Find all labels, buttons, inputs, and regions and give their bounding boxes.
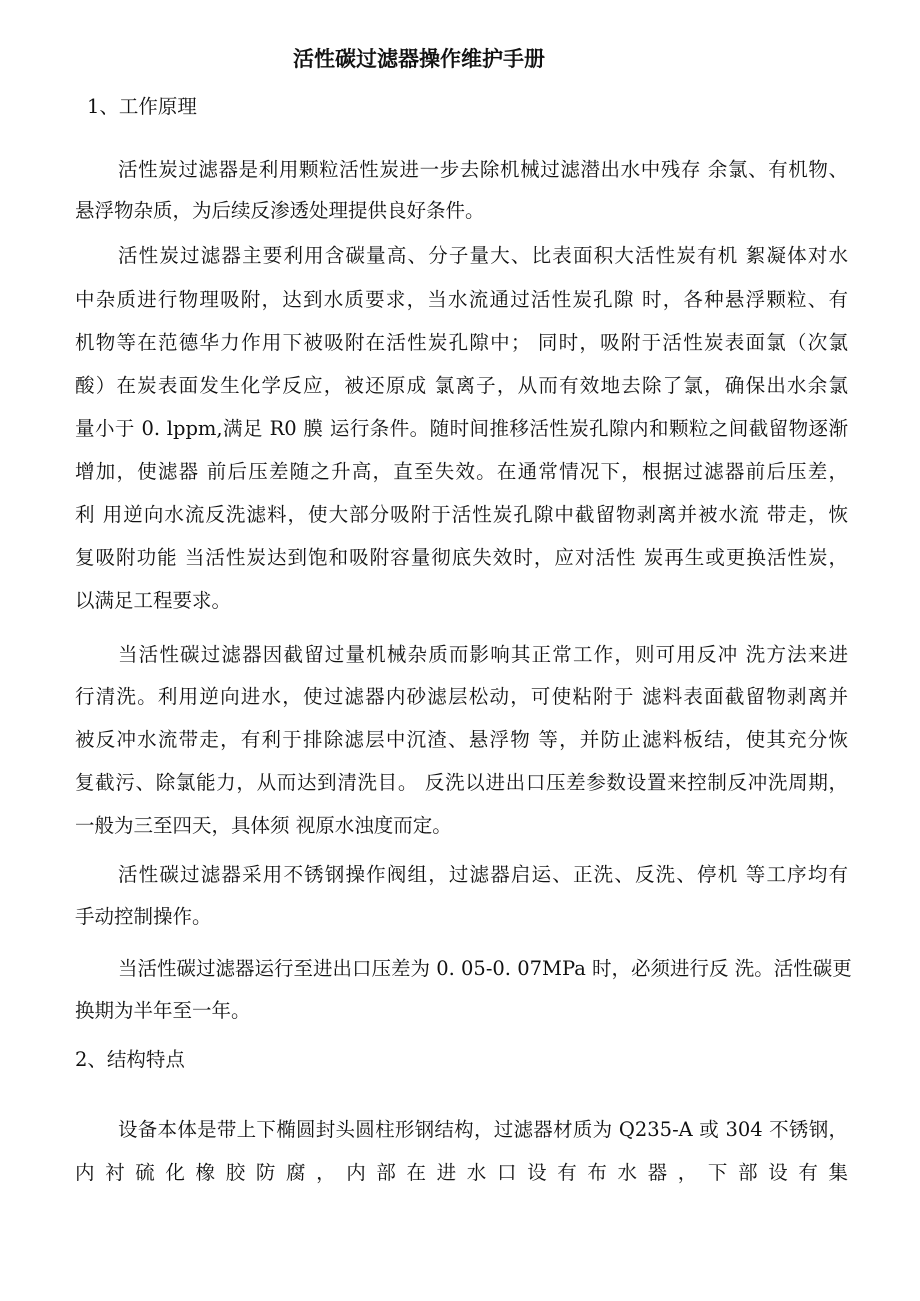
text-line: 手动控制操作。: [75, 905, 212, 928]
text-line: 当活性碳过滤器因截留过量机械杂质而影响其正常工作，则可用反冲 洗方法来进: [118, 643, 848, 666]
text-line: 悬浮物杂质，为后续反渗透处理提供良好条件。: [75, 199, 485, 222]
text-line: 当活性碳过滤器运行至进出口压差为 0. 05-0. 07MPa 时，必须进行反 洗。活性碳更: [118, 957, 852, 980]
text-line: 活性炭过滤器是利用颗粒活性炭进一步去除机械过滤潜出水中残存 余氯、有机物、: [118, 158, 848, 181]
text-line: 活性炭过滤器主要利用含碳量高、分子量大、比表面积大活性炭有机 絮凝体对水: [118, 244, 848, 267]
text-line: 行清洗。利用逆向进水，使过滤器内砂滤层松动，可使粘附于 滤料表面截留物剥离并: [75, 685, 848, 708]
text-line: 机物等在范德华力作用下被吸附在活性炭孔隙中； 同时，吸附于活性炭表面氯（次氯: [75, 331, 848, 354]
text-line: 复吸附功能 当活性炭达到饱和吸附容量彻底失效时，应对活性 炭再生或更换活性炭，: [75, 546, 848, 569]
text-line: 量小于 0. lppm,满足 R0 膜 运行条件。随时间推移活性炭孔隙内和颗粒之间截留物逐渐: [75, 417, 848, 440]
document-title: 活性碳过滤器操作维护手册: [293, 47, 545, 71]
text-line: 内衬硫化橡胶防腐，内部在进水口设有布水器，下部设有集: [75, 1161, 848, 1184]
text-line: 被反冲水流带走，有利于排除滤层中沉渣、悬浮物 等，并防止滤料板结，使其充分恢: [75, 728, 848, 751]
text-line: 以满足工程要求。: [75, 589, 232, 612]
section-heading-working-principle: 1、工作原理: [87, 95, 197, 118]
text-line: 复截污、除氯能力，从而达到清洗目。 反洗以进出口压差参数设置来控制反冲洗周期，: [75, 771, 848, 794]
section-heading-structure: 2、结构特点: [75, 1048, 185, 1071]
text-line: 换期为半年至一年。: [75, 999, 251, 1022]
text-line: 增加，使滤器 前后压差随之升高，直至失效。在通常情况下，根据过滤器前后压差，: [75, 460, 848, 483]
text-line: 中杂质进行物理吸附，达到水质要求，当水流通过活性炭孔隙 时，各种悬浮颗粒、有: [75, 288, 848, 311]
text-line: 酸）在炭表面发生化学反应，被还原成 氯离子，从而有效地去除了氯，确保出水余氯: [75, 374, 848, 397]
text-line: 设备本体是带上下椭圆封头圆柱形钢结构，过滤器材质为 Q235-A 或 304 不锈钢，: [118, 1118, 848, 1141]
text-line: 一般为三至四天，具体须 视原水浊度而定。: [75, 814, 452, 837]
text-line: 活性碳过滤器采用不锈钢操作阀组，过滤器启运、正洗、反洗、停机 等工序均有: [118, 863, 848, 886]
text-line: 利 用逆向水流反洗滤料，使大部分吸附于活性炭孔隙中截留物剥离并被水流 带走，恢: [75, 503, 848, 526]
